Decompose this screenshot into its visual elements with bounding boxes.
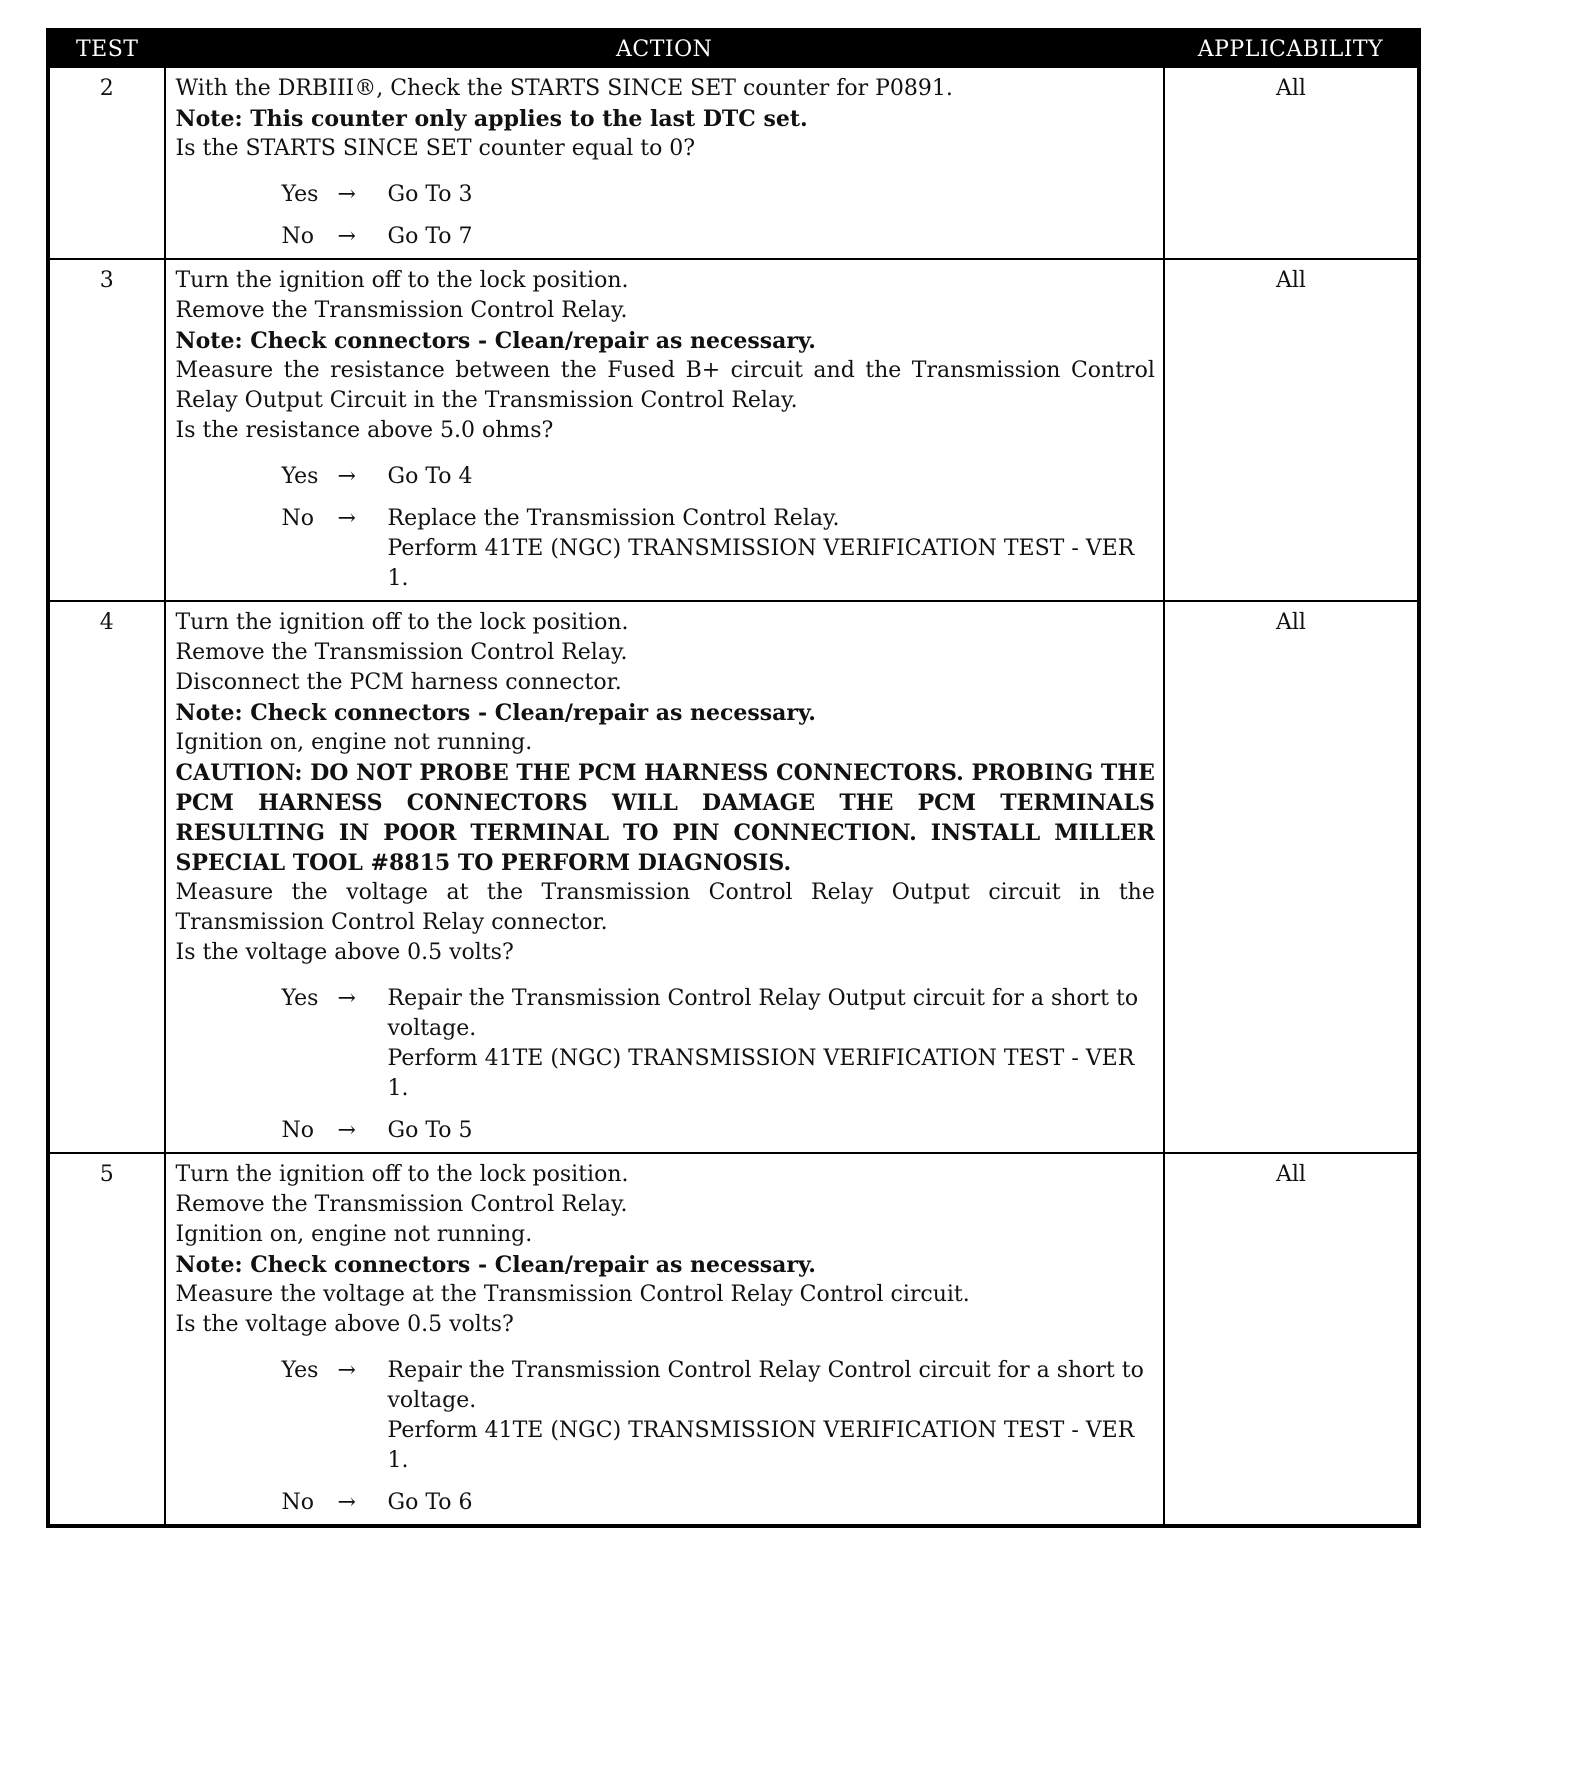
instruction-line: Remove the Transmission Control Relay. xyxy=(175,640,628,665)
note-line: Note: Check connectors - Clean/repair as necessary. xyxy=(175,700,816,726)
diagnostic-test-table xyxy=(46,28,1421,1528)
outcome-yes xyxy=(282,180,1155,210)
outcome-label: No xyxy=(281,224,314,249)
outcome-text-line: Perform 41TE (NGC) TRANSMISSION VERIFICATION TEST - VER 1. xyxy=(387,1418,1135,1473)
instruction-line: Turn the ignition off to the lock position. xyxy=(175,1162,629,1187)
instruction-line: Turn the ignition off to the lock position. xyxy=(175,268,629,293)
instruction-line: Measure the voltage at the Transmission Control Relay Output circuit in the Transmission Control Relay connector. xyxy=(175,880,1155,935)
header-action: ACTION xyxy=(165,30,1164,67)
arrow-right-icon: → xyxy=(337,1118,356,1143)
outcome-label: No xyxy=(281,1118,314,1143)
applicability-value: All xyxy=(1164,67,1419,259)
instruction-line: Remove the Transmission Control Relay. xyxy=(175,298,628,323)
instruction-line: Is the voltage above 0.5 volts? xyxy=(175,940,514,965)
outcome-text-line: Go To 7 xyxy=(387,224,473,249)
test-number: 3 xyxy=(48,259,165,601)
outcome-yes xyxy=(282,1356,1155,1476)
arrow-right-icon: → xyxy=(337,506,356,531)
test-number: 4 xyxy=(48,601,165,1153)
outcome-text-line: Perform 41TE (NGC) TRANSMISSION VERIFICATION TEST - VER 1. xyxy=(387,1046,1135,1101)
table-row xyxy=(48,601,1419,1153)
outcome-text-line: Go To 3 xyxy=(387,182,473,207)
table-body xyxy=(48,67,1419,1526)
applicability-value: All xyxy=(1164,259,1419,601)
outcome-no xyxy=(282,1116,1155,1146)
outcome-yes xyxy=(282,984,1155,1104)
outcome-text xyxy=(388,1356,1155,1476)
action-cell xyxy=(165,259,1164,601)
note-line: CAUTION: DO NOT PROBE THE PCM HARNESS CONNECTORS. PROBING THE PCM HARNESS CONNECTORS WILL DAMAGE THE PCM TERMINALS RESULTING IN POOR TERMINAL TO PIN CONNECTION. INSTALL MILLER SPECIAL TOOL #8815 TO PERFORM DIAGNOSIS. xyxy=(175,760,1155,876)
outcome-label: Yes xyxy=(281,464,319,489)
outcome-yes xyxy=(282,462,1155,492)
outcome-text-line: Go To 6 xyxy=(387,1490,473,1515)
outcome-text xyxy=(388,222,1155,252)
header-test: TEST xyxy=(48,30,165,67)
outcome-text xyxy=(388,180,1155,210)
instruction-line: Is the resistance above 5.0 ohms? xyxy=(175,418,554,443)
instruction-line: Measure the resistance between the Fused B+ circuit and the Transmission Control Relay Output Circuit in the Transmission Control Relay. xyxy=(175,358,1155,413)
outcome-text-line: Repair the Transmission Control Relay Output circuit for a short to voltage. xyxy=(387,986,1139,1041)
instruction-line: Disconnect the PCM harness connector. xyxy=(175,670,622,695)
outcome-text-line: Replace the Transmission Control Relay. xyxy=(387,506,840,531)
outcome-label: Yes xyxy=(281,1358,319,1383)
table-header-row xyxy=(48,30,1419,67)
outcome-text-line: Repair the Transmission Control Relay Control circuit for a short to voltage. xyxy=(387,1358,1144,1413)
outcome-label: No xyxy=(281,506,314,531)
action-cell xyxy=(165,67,1164,259)
instruction-line: With the DRBIII®, Check the STARTS SINCE SET counter for P0891. xyxy=(175,76,953,101)
action-cell xyxy=(165,601,1164,1153)
note-line: Note: Check connectors - Clean/repair as necessary. xyxy=(175,1252,816,1278)
instruction-line: Is the voltage above 0.5 volts? xyxy=(175,1312,514,1337)
instruction-line: Is the STARTS SINCE SET counter equal to 0? xyxy=(175,136,696,161)
test-number: 5 xyxy=(48,1153,165,1526)
note-line: Note: This counter only applies to the last DTC set. xyxy=(175,106,808,132)
action-cell xyxy=(165,1153,1164,1526)
test-number: 2 xyxy=(48,67,165,259)
outcome-text xyxy=(388,1488,1155,1518)
outcome-text xyxy=(388,984,1155,1104)
header-applicability: APPLICABILITY xyxy=(1164,30,1419,67)
instruction-line: Ignition on, engine not running. xyxy=(175,1222,533,1247)
outcome-text-line: Perform 41TE (NGC) TRANSMISSION VERIFICATION TEST - VER 1. xyxy=(387,536,1135,591)
outcome-text-line: Go To 4 xyxy=(387,464,473,489)
arrow-right-icon: → xyxy=(337,986,356,1011)
arrow-right-icon: → xyxy=(337,182,356,207)
outcome-label: No xyxy=(281,1490,314,1515)
outcome-text xyxy=(388,1116,1155,1146)
arrow-right-icon: → xyxy=(337,464,356,489)
instruction-line: Remove the Transmission Control Relay. xyxy=(175,1192,628,1217)
instruction-line: Turn the ignition off to the lock position. xyxy=(175,610,629,635)
table-row xyxy=(48,1153,1419,1526)
note-line: Note: Check connectors - Clean/repair as necessary. xyxy=(175,328,816,354)
outcome-text xyxy=(388,504,1155,594)
arrow-right-icon: → xyxy=(337,224,356,249)
applicability-value: All xyxy=(1164,601,1419,1153)
instruction-line: Ignition on, engine not running. xyxy=(175,730,533,755)
table-row xyxy=(48,259,1419,601)
outcome-label: Yes xyxy=(281,986,319,1011)
outcome-label: Yes xyxy=(281,182,319,207)
outcome-text xyxy=(388,462,1155,492)
applicability-value: All xyxy=(1164,1153,1419,1526)
instruction-line: Measure the voltage at the Transmission Control Relay Control circuit. xyxy=(175,1282,970,1307)
arrow-right-icon: → xyxy=(337,1358,356,1383)
arrow-right-icon: → xyxy=(337,1490,356,1515)
outcome-no xyxy=(282,222,1155,252)
outcome-no xyxy=(282,1488,1155,1518)
table-row xyxy=(48,67,1419,259)
outcome-text-line: Go To 5 xyxy=(387,1118,473,1143)
outcome-no xyxy=(282,504,1155,594)
